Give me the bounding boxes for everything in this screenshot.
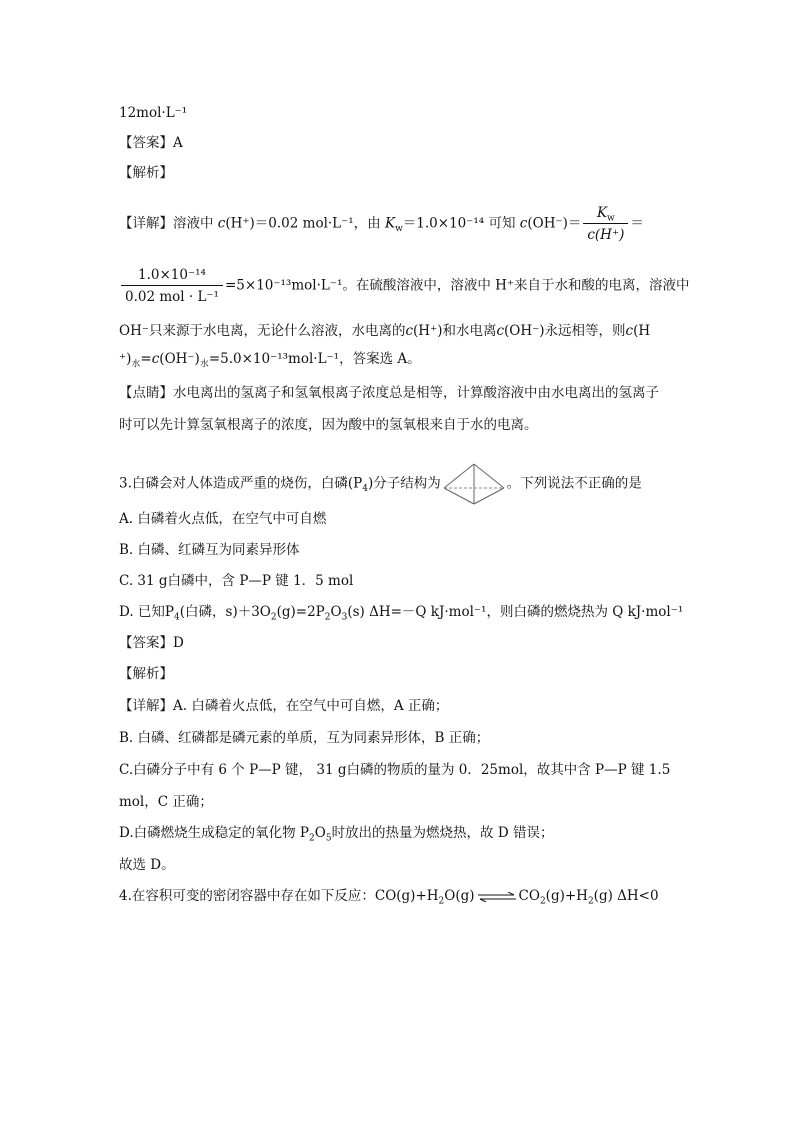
option-b: B. 白磷、红磷互为同素异形体 — [119, 542, 300, 558]
key-point-line-2: 时可以先计算氢氧根离子的浓度，因为酸中的氢氧根来自于水的电离。 — [119, 417, 538, 433]
question-3-stem: 3.白磷会对人体造成严重的烧伤，白磷$(P_4)$分子结构为 。下列说法不正确的是 — [119, 462, 642, 506]
detail-d: D.白磷燃烧生成稳定的氧化物 $P_2O_5$时放出的热量为燃烧热，故 D 错误； — [119, 825, 554, 844]
fraction-numeric: $\frac{\text{1.0×10⁻¹⁴}}{\text{0.02 mol · L⁻¹}}$ — [121, 266, 223, 306]
analysis-label-2: 【解析】 — [119, 666, 173, 682]
detail-line-4: $^+)_水=c(OH^-)_水=5.0\times 10^{-13}mol\cdot L^{-1}$，答案选 A。 — [119, 351, 421, 370]
option-d: D. 已知$P_4$(白磷，$s)+3O_2(g)=2P_2O_3(s)$ ΔH=－Q kJ·mol⁻¹，则白磷的燃烧热为 Q kJ·mol⁻¹ — [119, 604, 684, 623]
detail-a: 【详解】A. 白磷着火点低，在空气中可自燃，A 正确； — [119, 698, 449, 714]
conclusion: 故选 D。 — [119, 857, 175, 873]
detail-c-1: C.白磷分子中有 6 个 P—P 键， 31 g白磷的物质的量为 0．25mol，故其中含 P—P 键 1.5 — [119, 762, 671, 778]
equilibrium-arrow-icon — [477, 892, 517, 902]
answer-label-2: 【答案】D — [119, 635, 184, 651]
option-c: C. 31 g白磷中，含 P—P 键 1．5 mol — [119, 573, 354, 589]
analysis-label: 【解析】 — [119, 165, 173, 181]
fraction-kw-over-h: $\frac{K_w}{c(H^+)}$ — [583, 204, 628, 244]
key-point-line-1: 【点睛】水电离出的氢离子和氢氧根离子浓度总是相等，计算酸溶液中由水电离出的氢离子 — [119, 385, 659, 401]
question-4-stem: 4.在容积可变的密闭容器中存在如下反应：$CO(g)+H_2O(g)$ $CO_2(g)+H_2(g)$ ΔH<0 — [119, 888, 659, 907]
option-a: A. 白磷着火点低，在空气中可自燃 — [119, 511, 327, 527]
text-line: 12mol·L⁻¹ — [119, 105, 188, 121]
detail-line-3: OH⁻只来源于水电离，无论什么溶液，水电离的c(H⁺)和水电离c(OH⁻)永远相等，则c(H — [119, 323, 651, 339]
detail-line-1: 【详解】溶液中 c(H⁺)＝0.02 mol·L⁻¹，由 $K_w=1.0\times 10^{-14}$ 可知 c(OH⁻)＝ $\frac{K_w}{c(H^+)}$ ＝ — [119, 205, 644, 243]
detail-b: B. 白磷、红磷都是磷元素的单质，互为同素异形体，B 正确； — [119, 730, 490, 746]
detail-line-2: $\frac{\text{1.0×10⁻¹⁴}}{\text{0.02 mol · L⁻¹}}$ =5×10⁻¹³mol·L⁻¹。在硫酸溶液中，溶液中 H⁺来自于水和酸的电离，溶液中 — [119, 266, 690, 306]
p4-tetrahedron-structure — [441, 462, 507, 506]
answer-label: 【答案】A — [119, 135, 183, 151]
detail-c-2: mol，C 正确； — [119, 794, 213, 810]
